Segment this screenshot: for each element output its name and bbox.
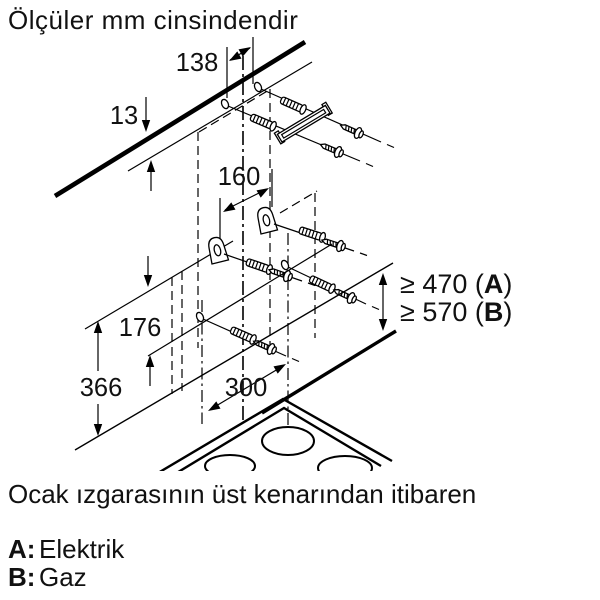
- dim-arrows-13: [142, 97, 155, 191]
- dim-arrows-clearance: [379, 273, 387, 331]
- burner: [318, 456, 372, 480]
- dim-label-138: 138: [175, 49, 219, 77]
- dim-label-160: 160: [217, 163, 261, 191]
- dim-label-300: 300: [224, 374, 268, 402]
- burner: [205, 455, 255, 477]
- ceiling-offset-line: [128, 62, 312, 171]
- legend-item-a: [8, 535, 124, 563]
- legend: [8, 535, 124, 591]
- clearance-label-b: ≥ 570 (B): [400, 297, 513, 327]
- lower-hole-row-line: [148, 244, 332, 356]
- burner: [262, 427, 314, 455]
- footer-note: Ocak ızgarasının üst kenarından itibaren: [8, 479, 477, 509]
- hardware-set: [288, 267, 379, 310]
- hood-outline-dashed: [172, 191, 317, 394]
- page-title: Ölçüler mm cinsindendir: [8, 5, 299, 35]
- dim-label-13: 13: [109, 102, 139, 130]
- legend-key-a: A:: [8, 534, 36, 564]
- keyhole-bracket-right: [255, 206, 278, 234]
- hardware-set: [203, 319, 299, 362]
- keyhole-bracket-left: [206, 236, 229, 264]
- legend-key-b: B:: [8, 562, 36, 592]
- legend-item-b: [8, 563, 124, 591]
- legend-value-b: Gaz: [39, 562, 87, 592]
- legend-value-a: Elektrik: [39, 534, 125, 564]
- clearance-label-a: ≥ 470 (A): [400, 269, 513, 299]
- cooktop: [158, 399, 392, 480]
- dim-label-176: 176: [118, 314, 162, 342]
- dim-label-366: 366: [79, 374, 123, 402]
- hardware-set: [228, 106, 373, 167]
- hood-bottom-edge-line: [75, 263, 393, 450]
